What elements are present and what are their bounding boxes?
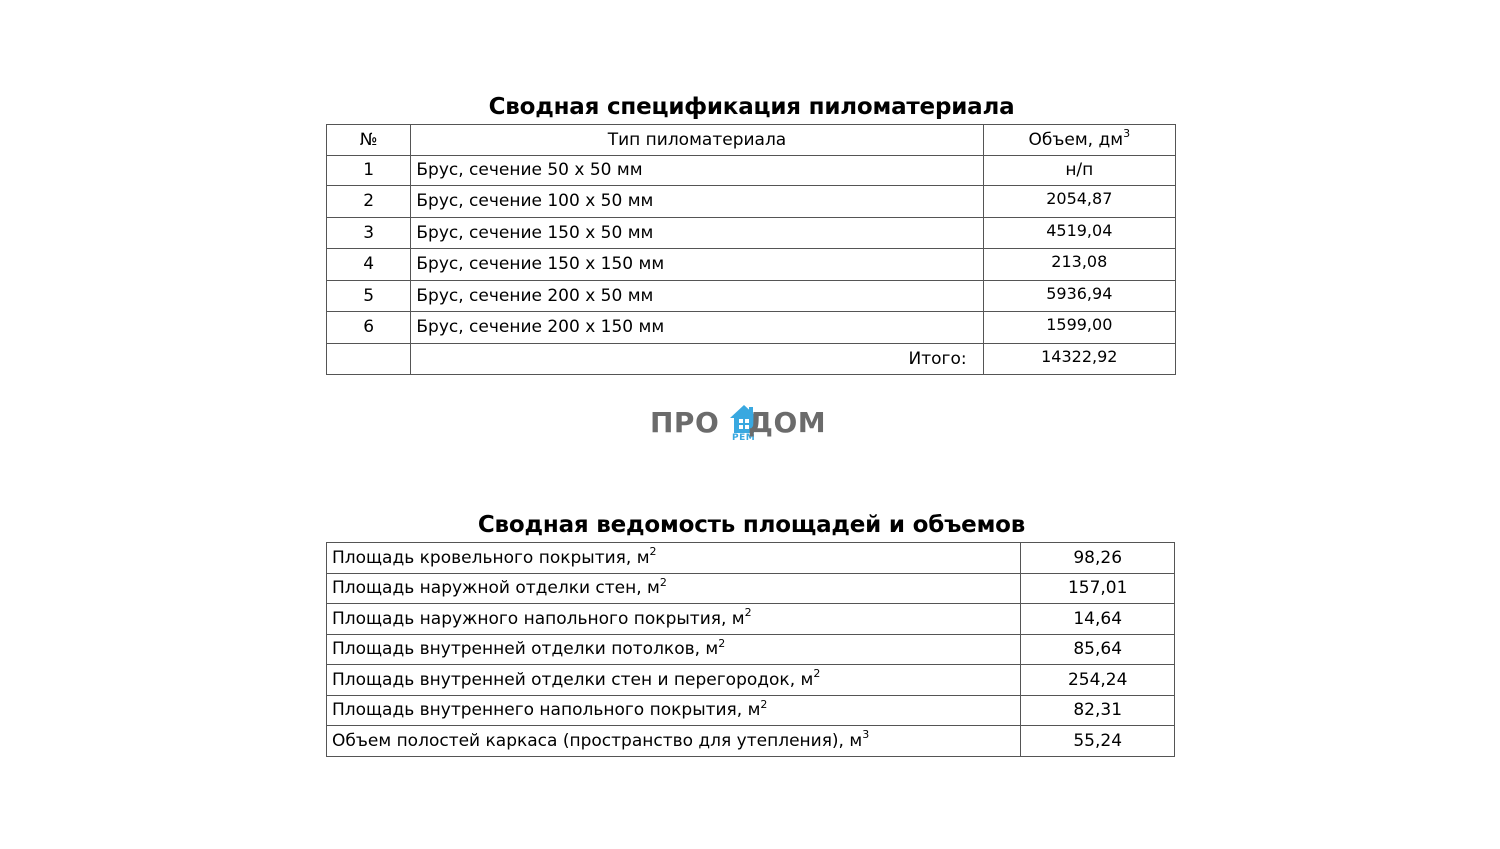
row-label-cell (327, 634, 1021, 665)
row-value: 254,24 (1021, 665, 1175, 696)
areas-table (326, 542, 1175, 757)
row-value: 85,64 (1021, 634, 1175, 665)
total-value: 14322,92 (983, 343, 1175, 375)
total-row (327, 343, 1176, 375)
areas-title: Сводная ведомость площадей и объемов (477, 512, 1026, 538)
table-row (327, 186, 1176, 218)
table-row (327, 604, 1175, 635)
header-volume-label: Объем, дм (1028, 129, 1124, 150)
table-row (327, 665, 1175, 696)
lumber-spec-table (326, 124, 1176, 375)
row-unit-sup: 2 (813, 667, 821, 681)
total-empty-cell (327, 343, 411, 375)
table-row (327, 217, 1176, 249)
table-row (327, 695, 1175, 726)
row-volume: 213,08 (983, 249, 1175, 281)
row-label-cell (327, 726, 1021, 757)
row-unit-sup: 3 (862, 728, 870, 742)
header-volume-sup: 3 (1123, 127, 1131, 141)
row-value: 157,01 (1021, 573, 1175, 604)
logo-sub-text: РЕМ (732, 433, 756, 443)
row-volume: 5936,94 (983, 280, 1175, 312)
total-label: Итого: (411, 343, 983, 375)
header-type: Тип пиломатериала (411, 125, 983, 156)
row-value: 98,26 (1021, 543, 1175, 574)
row-num: 2 (327, 186, 411, 218)
logo-text-right: ДОМ (748, 406, 827, 439)
row-label: Площадь наружного напольного покрытия, м (332, 608, 745, 629)
row-type: Брус, сечение 150 х 150 мм (411, 249, 983, 281)
row-label-cell (327, 604, 1021, 635)
table-row (327, 634, 1175, 665)
row-type: Брус, сечение 100 х 50 мм (411, 186, 983, 218)
row-label: Площадь кровельного покрытия, м (332, 547, 650, 568)
row-num: 1 (327, 155, 411, 186)
row-num: 6 (327, 312, 411, 344)
row-label: Объем полостей каркаса (пространство для утепления), м (332, 730, 863, 751)
header-num: № (327, 125, 411, 156)
row-label-cell (327, 695, 1021, 726)
table-row (327, 249, 1176, 281)
row-type: Брус, сечение 200 х 150 мм (411, 312, 983, 344)
table-row (327, 155, 1176, 186)
header-volume (983, 125, 1175, 156)
row-unit-sup: 2 (760, 697, 768, 711)
row-num: 4 (327, 249, 411, 281)
row-label-cell (327, 573, 1021, 604)
row-num: 5 (327, 280, 411, 312)
spec-title: Сводная спецификация пиломатериала (488, 94, 1015, 120)
row-volume: 4519,04 (983, 217, 1175, 249)
row-label-cell (327, 665, 1021, 696)
row-value: 55,24 (1021, 726, 1175, 757)
table-row (327, 280, 1176, 312)
row-value: 14,64 (1021, 604, 1175, 635)
row-volume: 2054,87 (983, 186, 1175, 218)
row-label: Площадь внутренней отделки потолков, м (332, 639, 719, 660)
row-unit-sup: 2 (718, 636, 726, 650)
row-label-cell (327, 543, 1021, 574)
row-value: 82,31 (1021, 695, 1175, 726)
row-type: Брус, сечение 150 х 50 мм (411, 217, 983, 249)
row-volume: н/п (983, 155, 1175, 186)
row-unit-sup: 2 (659, 575, 667, 589)
row-label: Площадь внутренней отделки стен и перегородок, м (332, 669, 814, 690)
table-row (327, 312, 1176, 344)
row-volume: 1599,00 (983, 312, 1175, 344)
row-unit-sup: 2 (744, 606, 752, 620)
table-row (327, 543, 1175, 574)
table-row (327, 726, 1175, 757)
row-label: Площадь наружной отделки стен, м (332, 578, 660, 599)
table-row (327, 573, 1175, 604)
row-unit-sup: 2 (649, 545, 657, 559)
logo-text-left: ПРО (650, 406, 720, 439)
row-type: Брус, сечение 200 х 50 мм (411, 280, 983, 312)
row-num: 3 (327, 217, 411, 249)
row-type: Брус, сечение 50 х 50 мм (411, 155, 983, 186)
table-header-row (327, 125, 1176, 156)
row-label: Площадь внутреннего напольного покрытия, м (332, 700, 761, 721)
logo (650, 401, 850, 447)
